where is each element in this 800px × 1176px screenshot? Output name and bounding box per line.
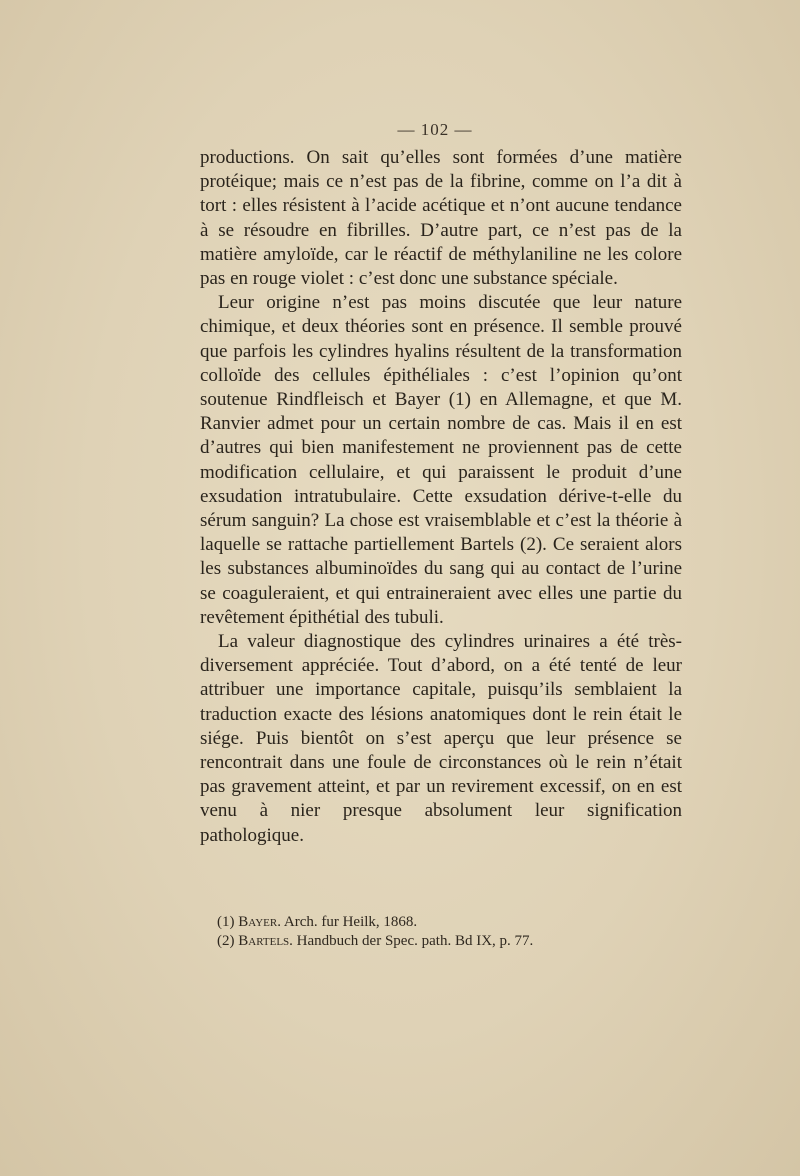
footnote-text: . Arch. fur Heilk, 1868. [277, 914, 418, 930]
footnote-author: Bartels [238, 933, 290, 949]
page-number: — 102 — [397, 120, 473, 139]
footnote-2 [217, 932, 687, 951]
paragraph-2: Leur origine n’est pas moins discutée que leur nature chimique, et deux théories sont en présence. Il semble prouvé que parfois les cylindres hyalins résultent de la transformation colloïde des cellules épithéliales : c’est l’opinion qu’ont soutenue Rindfleisch et Bayer (1) en Allemagne, et que M. Ranvier admet pour un certain nombre de cas. Mais il en est d’autres qui bien manifestement ne proviennent pas de cette modification cellulaire, et qui paraissent le produit d’une exsudation intratubulaire. Cette exsudation dérive-t-elle du sérum sanguin? La chose est vraisemblable et c’est la théorie à laquelle se rattache partiellement Bartels (2). Ce seraient alors les substances albuminoïdes du sang qui au contact de l’urine se coaguleraient, et qui entraineraient avec elles une partie du revêtement épithétial des tubuli. [200, 292, 682, 628]
footnote-text: . Handbuch der Spec. path. Bd IX, p. 77. [289, 933, 534, 949]
paragraph-1: productions. On sait qu’elles sont formées d’une matière protéique; mais ce n’est pas de la fibrine, comme on l’a dit à tort : elles résistent à l’acide acétique et n’ont aucune tendance à se résoudre en fibrilles. D’autre part, ce n’est pas de la matière amyloïde, car le réactif de méthylaniline ne les colore pas en rouge violet : c’est donc une substance spéciale. [200, 147, 682, 290]
footnotes [217, 913, 687, 951]
footnote-author: Bayer [238, 914, 278, 930]
footnote-marker: (2) [217, 933, 235, 949]
paragraph-3: La valeur diagnostique des cylindres urinaires a été très-diversement appréciée. Tout d’abord, on a été tenté de leur attribuer une importance capitale, puisqu’ils semblaient la traduction exacte des lésions anatomiques dont le rein était le siége. Puis bientôt on s’est aperçu que leur présence se rencontrait dans une foule de circonstances où le rein n’était pas gravement atteint, et par un revirement excessif, on en est venu à nier presque absolument leur signification pathologique. [200, 631, 682, 846]
body-text [200, 146, 682, 848]
footnote-marker: (1) [217, 914, 235, 930]
footnote-1 [217, 913, 687, 932]
